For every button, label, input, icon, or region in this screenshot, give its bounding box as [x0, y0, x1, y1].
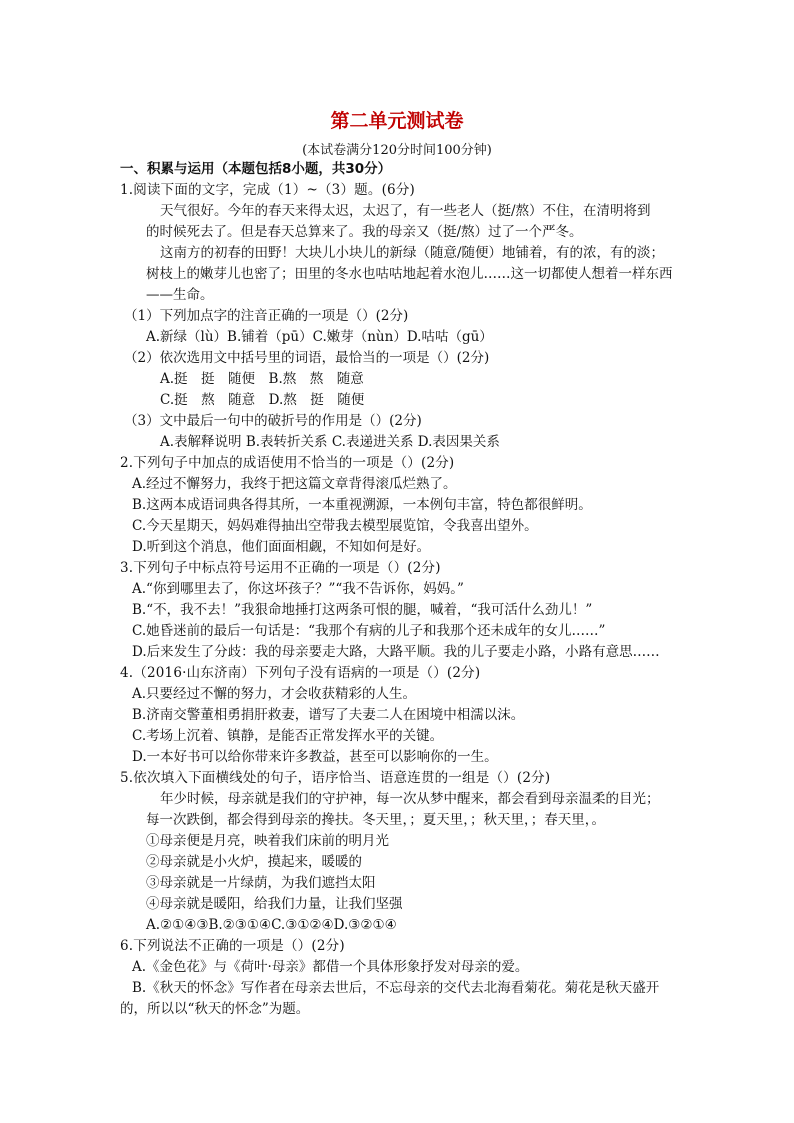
option-line: 的，所以以“秋天的怀念”为题。: [120, 1001, 310, 1017]
passage-line: 的时候死去了。但是春天总算来了。我的母亲又（挺/熬）过了一个严冬。: [146, 224, 583, 240]
question-5-options: A.②①④③B.②③①④C.③①②④D.③②①④: [146, 917, 397, 933]
option-line: C.考场上沉着、镇静，是能否正常发挥水平的关键。: [132, 728, 444, 744]
question-2-stem: 2.下列句子中加点的成语使用不恰当的一项是（）(2分): [120, 455, 455, 471]
question-1-3-stem: （3）文中最后一句中的破折号的作用是（）(2分): [124, 413, 422, 429]
question-4-stem: 4.（2016·山东济南）下列句子没有语病的一项是（）(2分): [120, 665, 481, 681]
page-title: 第二单元测试卷: [330, 110, 464, 132]
passage-line: ——生命。: [146, 287, 214, 303]
option-line: A.“你到哪里去了，你这坏孩子？”“我不告诉你，妈妈。”: [132, 581, 464, 597]
passage-line: 每一次跌倒，都会得到母亲的搀扶。冬天里，；夏天里，；秋天里，；春天里，。: [146, 812, 605, 828]
item-line: ④母亲就是暖阳，给我们力量，让我们坚强: [146, 896, 403, 912]
option-line: A.《金色花》与《荷叶·母亲》都借一个具体形象抒发对母亲的爱。: [132, 959, 529, 975]
question-5-stem: 5.依次填入下面横线处的句子，语序恰当、语意连贯的一组是（）(2分): [120, 770, 551, 786]
option-line: D.后来发生了分歧：我的母亲要走大路，大路平顺。我的儿子要走小路，小路有意思……: [132, 644, 660, 660]
item-line: ①母亲便是月亮，映着我们床前的明月光: [146, 833, 389, 849]
option-line: B.“不，我不去！”我狠命地捶打这两条可恨的腿，喊着，“我可活什么劲儿！”: [132, 602, 593, 618]
option-line: B.《秋天的怀念》写作者在母亲去世后，不忘母亲的交代去北海看菊花。菊花是秋天盛开: [132, 980, 660, 996]
item-line: ②母亲就是小火炉，摸起来，暖暖的: [146, 854, 362, 870]
option-line: C.她昏迷前的最后一句话是：“我那个有病的儿子和我那个还未成年的女儿……”: [132, 623, 606, 639]
question-1-2-options-row1: A.挺 挺 随便 B.熬 熬 随意: [160, 371, 364, 387]
option-line: A.只要经过不懈的努力，才会收获精彩的人生。: [132, 686, 417, 702]
question-1-1-options: A.新绿（lù）B.铺着（pū）C.嫩芽（nùn）D.咕咕（gū）: [146, 329, 493, 345]
question-1-1-stem: （1）下列加点字的注音正确的一项是（）(2分): [124, 308, 409, 324]
passage-line: 树枝上的嫩芽儿也密了；田里的冬水也咕咕地起着水泡儿……这一切都使人想着一样东西: [146, 266, 673, 282]
exam-info: (本试卷满分120分时间100分钟): [302, 143, 492, 158]
option-line: B.这两本成语词典各得其所，一本重视溯源，一本例句丰富，特色都很鲜明。: [132, 497, 592, 513]
passage-line: 年少时候，母亲就是我们的守护神，每一次从梦中醒来，都会看到母亲温柔的目光；: [160, 791, 660, 807]
option-line: B.济南交警董相勇捐肝救妻，谱写了夫妻二人在困境中相濡以沫。: [132, 707, 525, 723]
option-line: A.经过不懈努力，我终于把这篇文章背得滚瓜烂熟了。: [132, 476, 457, 492]
section-heading: 一、积累与运用（本题包括8小题，共30分）: [120, 161, 392, 177]
question-1-2-options-row2: C.挺 熬 随意 D.熬 挺 随便: [160, 392, 365, 408]
question-3-stem: 3.下列句子中标点符号运用不正确的一项是（）(2分): [120, 560, 441, 576]
passage-line: 天气很好。今年的春天来得太迟，太迟了，有一些老人（挺/熬）不住，在清明将到: [160, 203, 651, 219]
item-line: ③母亲就是一片绿荫，为我们遮挡太阳: [146, 875, 376, 891]
option-line: D.一本好书可以给你带来许多教益，甚至可以影响你的一生。: [132, 749, 498, 765]
question-1-2-stem: （2）依次选用文中括号里的词语，最恰当的一项是（）(2分): [124, 350, 490, 366]
question-6-stem: 6.下列说法不正确的一项是（）(2分): [120, 938, 345, 954]
option-line: C.今天星期天，妈妈难得抽出空带我去模型展览馆，令我喜出望外。: [132, 518, 538, 534]
passage-line: 这南方的初春的田野！大块儿小块儿的新绿（随意/随便）地铺着，有的浓，有的淡；: [160, 245, 665, 261]
option-line: D.听到这个消息，他们面面相觑，不知如何是好。: [132, 539, 431, 555]
question-1-stem: 1.阅读下面的文字，完成（1）~（3）题。(6分): [120, 182, 415, 198]
question-1-3-options: A.表解释说明 B.表转折关系 C.表递进关系 D.表因果关系: [160, 434, 500, 450]
